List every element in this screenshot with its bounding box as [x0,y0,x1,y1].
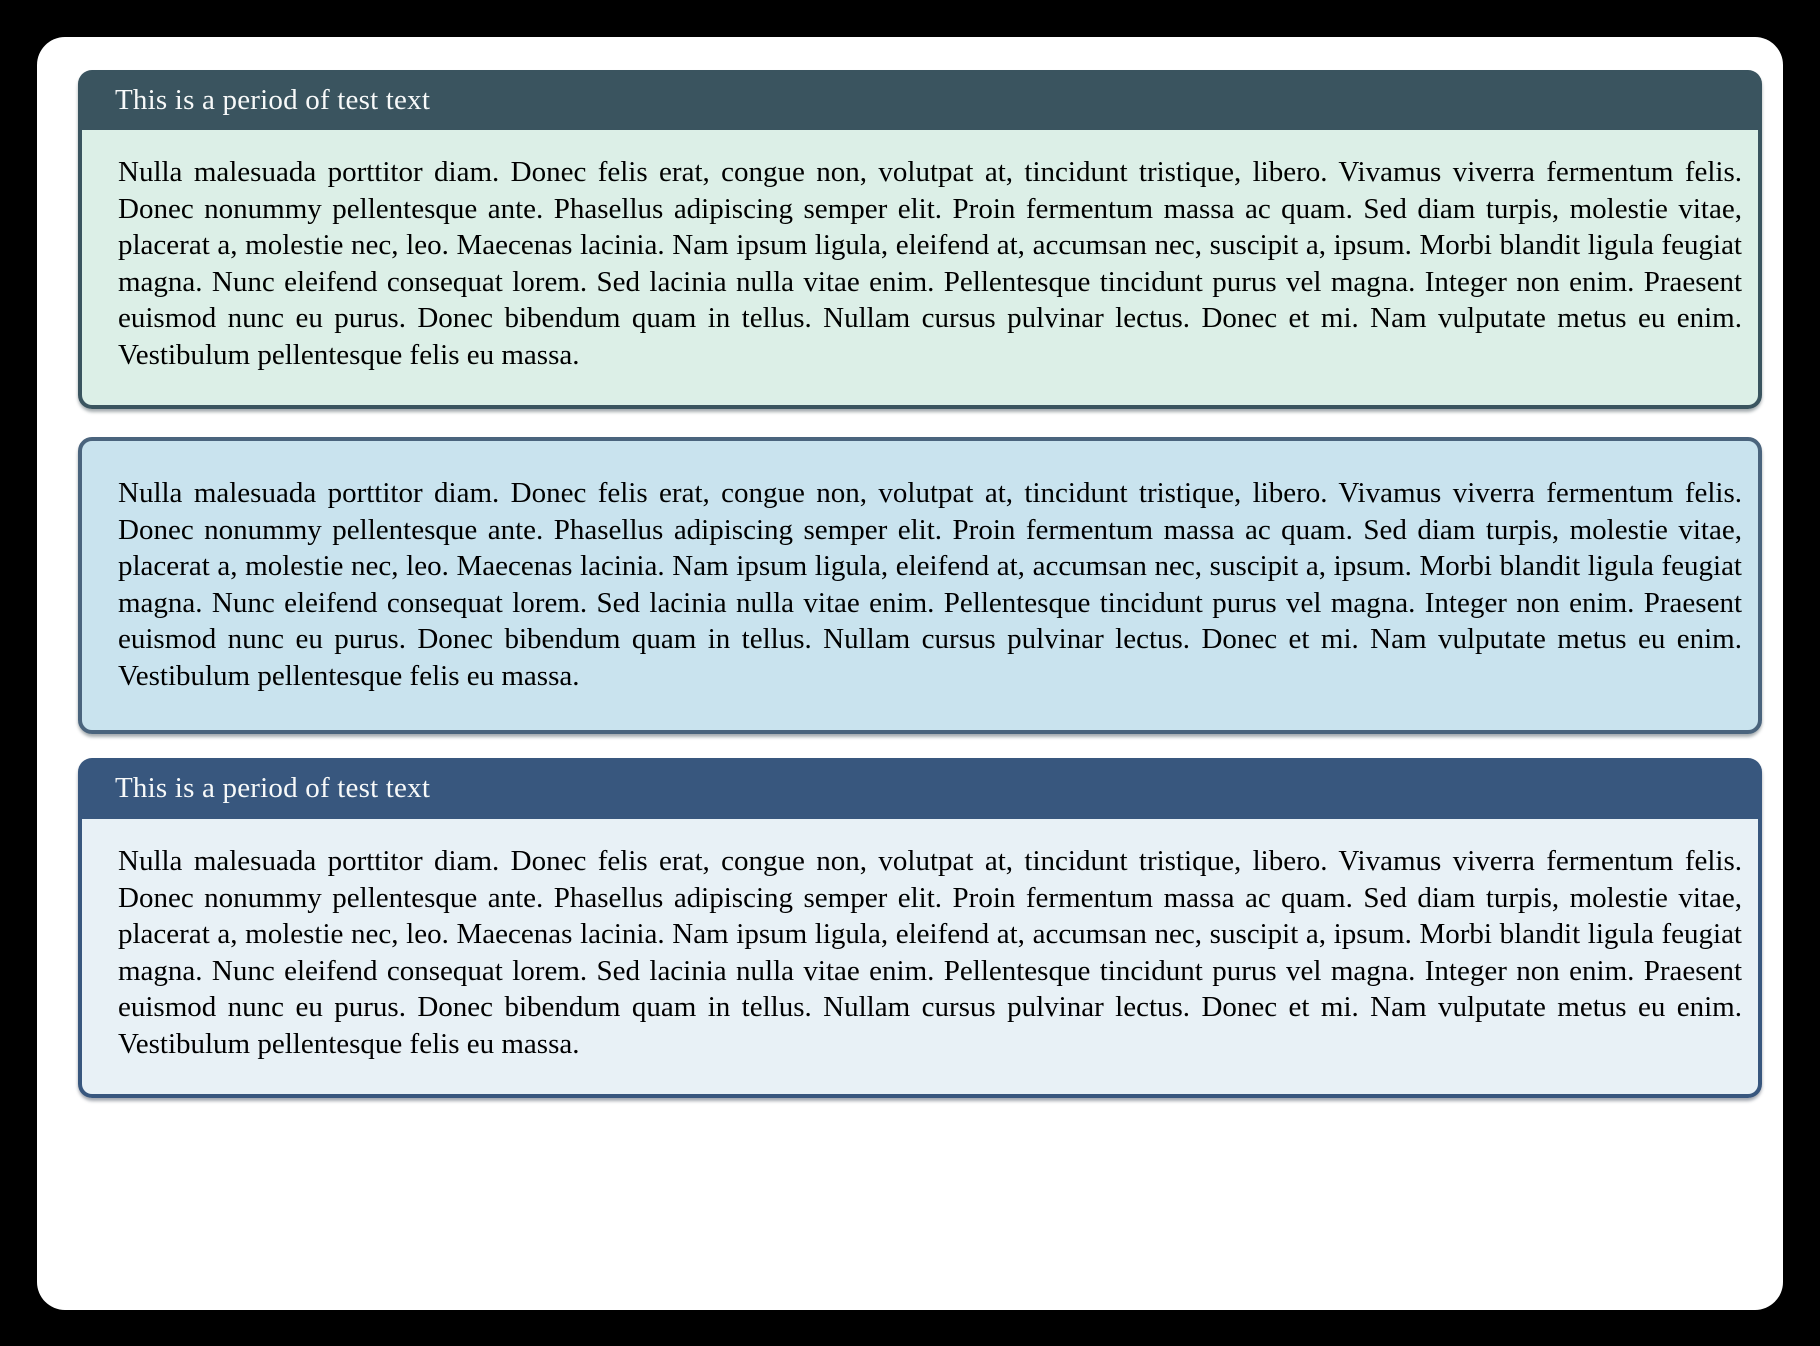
untitled-box-blue [78,437,1762,734]
box-title-bar [78,70,1762,130]
box-paragraph: Nulla malesuada porttitor diam. Donec felis erat, congue non, volutpat at, tincidunt tristique, libero. Vivamus viverra fermentum felis. Donec nonummy pellentesque ante. Phasellus adipiscing semper elit. Proin fermentum massa ac quam. Sed diam turpis, molestie vitae, placerat a, molestie nec, leo. Maecenas lacinia. Nam ipsum ligula, eleifend at, accumsan nec, suscipit a, ipsum. Morbi blandit ligula feugiat magna. Nunc eleifend consequat lorem. Sed lacinia nulla vitae enim. Pellentesque tincidunt purus vel magna. Integer non enim. Praesent euismod nunc eu purus. Donec bibendum quam in tellus. Nullam cursus pulvinar lectus. Donec et mi. Nam vulputate metus eu enim. Vestibulum pellentesque felis eu massa. [118,477,1742,692]
box-title: This is a period of test text [115,83,431,116]
box-paragraph: Nulla malesuada porttitor diam. Donec felis erat, congue non, volutpat at, tincidunt tristique, libero. Vivamus viverra fermentum felis. Donec nonummy pellentesque ante. Phasellus adipiscing semper elit. Proin fermentum massa ac quam. Sed diam turpis, molestie vitae, placerat a, molestie nec, leo. Maecenas lacinia. Nam ipsum ligula, eleifend at, accumsan nec, suscipit a, ipsum. Morbi blandit ligula feugiat magna. Nunc eleifend consequat lorem. Sed lacinia nulla vitae enim. Pellentesque tincidunt purus vel magna. Integer non enim. Praesent euismod nunc eu purus. Donec bibendum quam in tellus. Nullam cursus pulvinar lectus. Donec et mi. Nam vulputate metus eu enim. Vestibulum pellentesque felis eu massa. [118,156,1742,371]
box-body [78,437,1762,734]
box-title-bar [78,758,1762,819]
box-body [78,819,1762,1098]
box-body [78,130,1762,409]
box-title: This is a period of test text [115,772,431,804]
box-paragraph: Nulla malesuada porttitor diam. Donec felis erat, congue non, volutpat at, tincidunt tristique, libero. Vivamus viverra fermentum felis. Donec nonummy pellentesque ante. Phasellus adipiscing semper elit. Proin fermentum massa ac quam. Sed diam turpis, molestie vitae, placerat a, molestie nec, leo. Maecenas lacinia. Nam ipsum ligula, eleifend at, accumsan nec, suscipit a, ipsum. Morbi blandit ligula feugiat magna. Nunc eleifend consequat lorem. Sed lacinia nulla vitae enim. Pellentesque tincidunt purus vel magna. Integer non enim. Praesent euismod nunc eu purus. Donec bibendum quam in tellus. Nullam cursus pulvinar lectus. Donec et mi. Nam vulputate metus eu enim. Vestibulum pellentesque felis eu massa. [118,845,1742,1060]
titled-box-teal [78,70,1762,409]
titled-box-navy [78,758,1762,1098]
document-page [37,37,1783,1310]
